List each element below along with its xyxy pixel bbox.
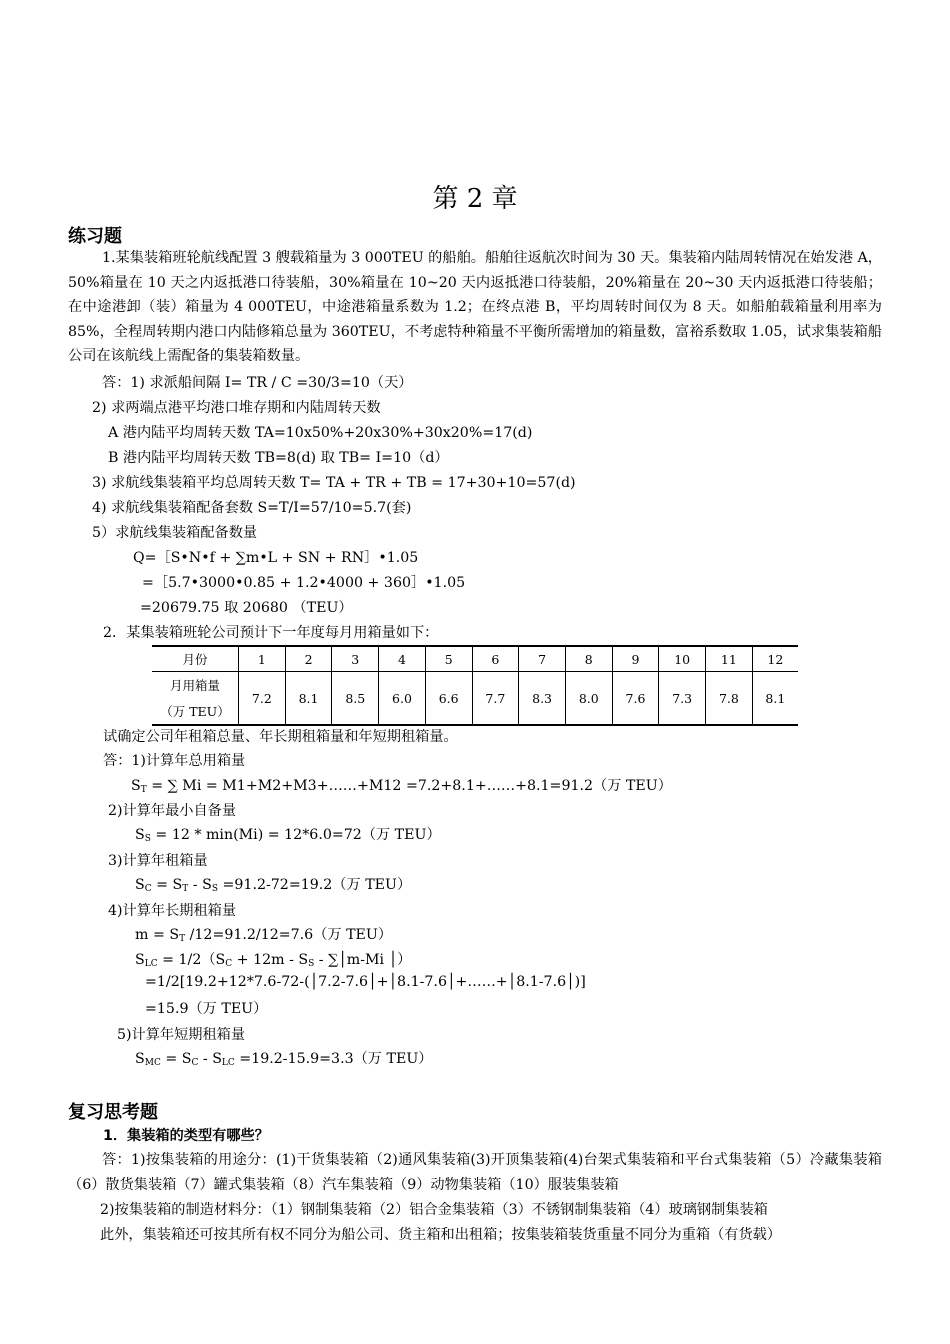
review-answer-1-line-3: 此外，集装箱还可按其所有权不同分为船公司、货主箱和出租箱；按集装箱装货重量不同分为重箱（有货载） bbox=[100, 1227, 782, 1243]
row-label-unit: （万 TEU） bbox=[160, 704, 230, 719]
table-header-cell: 6 bbox=[472, 646, 519, 672]
q2-step-2: 2)计算年最小自备量 bbox=[108, 803, 237, 819]
formula-subscript: T bbox=[179, 934, 186, 944]
formula-text: - S bbox=[188, 877, 212, 893]
review-answer-1: 答：1)按集装箱的用途分：(1)干货集装箱（2)通风集装箱(3)开顶集装箱(4)台架式集装箱和平台式集装箱（5）冷藏集装箱（6）散货集装箱（7）罐式集装箱（8）汽车集装箱（9）动物集装箱（10）服装集装箱 bbox=[68, 1152, 882, 1193]
q1-answer-line-2: 2) 求两端点港平均港口堆存期和内陆周转天数 bbox=[92, 400, 381, 416]
q2-formula-total bbox=[131, 775, 672, 795]
table-cell: 7.3 bbox=[659, 672, 706, 726]
table-header-cell: 2 bbox=[285, 646, 332, 672]
q2-formula-mean bbox=[135, 924, 392, 944]
row-label-line: 月用箱量 bbox=[169, 678, 220, 693]
table-header-cell: 1 bbox=[239, 646, 286, 672]
formula-subscript: T bbox=[182, 884, 189, 894]
formula-text: =91.2-72=19.2（万 TEU） bbox=[218, 877, 412, 893]
formula-subscript: S bbox=[308, 959, 315, 969]
q2-formula-long-term-result: =15.9（万 TEU） bbox=[145, 1001, 268, 1017]
chapter-title: 第 2 章 bbox=[432, 184, 518, 214]
formula-subscript: MC bbox=[144, 1058, 161, 1068]
q1-formula-line-2: =［5.7•3000•0.85 + 1.2•4000 + 360］•1.05 bbox=[142, 575, 466, 591]
q1-answer-line-5: 3) 求航线集装箱平均总周转天数 T= TA + TR + TB = 17+30+10=57(d) bbox=[92, 475, 576, 491]
table-cell: 6.0 bbox=[379, 672, 426, 726]
table-header-row bbox=[152, 646, 798, 672]
table-header-cell: 3 bbox=[332, 646, 379, 672]
q2-formula-rental bbox=[135, 874, 411, 894]
formula-subscript: C bbox=[225, 959, 233, 969]
table-header-cell: 8 bbox=[565, 646, 612, 672]
formula-text: /12=91.2/12=7.6（万 TEU） bbox=[185, 927, 393, 943]
q1-formula-line-3: =20679.75 取 20680 （TEU） bbox=[140, 600, 353, 616]
formula-text: =19.2-15.9=3.3（万 TEU） bbox=[234, 1051, 433, 1067]
q1-answer-line-6: 4) 求航线集装箱配备套数 S=T/I=57/10=5.7(套) bbox=[92, 500, 412, 516]
table-header-cell: 4 bbox=[379, 646, 426, 672]
q1-formula-line-1: Q=［S•N•f + ∑m•L + SN + RN］•1.05 bbox=[133, 550, 419, 566]
question-1-text: 1.某集装箱班轮航线配置 3 艘载箱量为 3 000TEU 的船舶。船舶往返航次时间为 30 天。集装箱内陆周转情况在始发港 A，50%箱量在 10 天之内返抵港口待装船，30%箱量在 10~20 天内返抵港口待装船，20%箱量在 20~30 天内返抵港口待装船；在中途港卸（装）箱量为 4 000TEU，中途港箱量系数为 1.2；在终点港 B，平均周转时间仅为 8 天。如船舶载箱量利用率为 85%，全程周转期内港口内陆修箱总量为 360TEU，不考虑特种箱量不平衡所需增加的箱量数，富裕系数取 1.05，试求集装箱船公司在该航线上需配备的集装箱数量。 bbox=[68, 250, 882, 365]
formula-symbol: S bbox=[135, 952, 145, 968]
question-2-prompt: 试确定公司年租箱总量、年长期租箱量和年短期租箱量。 bbox=[103, 729, 458, 745]
q2-step-5: 5)计算年短期租箱量 bbox=[117, 1027, 246, 1043]
q2-formula-self-owned bbox=[135, 824, 441, 844]
formula-subscript: LC bbox=[221, 1058, 235, 1068]
formula-subscript: C bbox=[144, 884, 152, 894]
q2-formula-long-term bbox=[135, 949, 411, 969]
table-cell: 8.1 bbox=[752, 672, 798, 726]
table-header-cell: 5 bbox=[425, 646, 472, 672]
table-row bbox=[152, 672, 798, 726]
review-heading: 复习思考题 bbox=[68, 1102, 158, 1123]
table-cell: 8.3 bbox=[519, 672, 566, 726]
table-header-cell: 10 bbox=[659, 646, 706, 672]
table-cell: 6.6 bbox=[425, 672, 472, 726]
formula-text: = S bbox=[151, 877, 183, 893]
question-2-text: 2．某集装箱班轮公司预计下一年度每月用箱量如下： bbox=[103, 625, 439, 641]
formula-subscript: LC bbox=[144, 959, 158, 969]
table-header-cell: 9 bbox=[612, 646, 659, 672]
table-header-cell: 12 bbox=[752, 646, 798, 672]
table-cell: 7.6 bbox=[612, 672, 659, 726]
formula-subscript: T bbox=[140, 785, 147, 795]
table-cell: 8.0 bbox=[565, 672, 612, 726]
table-cell: 7.7 bbox=[472, 672, 519, 726]
formula-subscript: S bbox=[144, 834, 151, 844]
q1-answer-line-1: 答：1) 求派船间隔 I= TR / C =30/3=10（天） bbox=[102, 375, 413, 391]
formula-subscript: C bbox=[191, 1058, 199, 1068]
q1-answer-line-4: B 港内陆平均周转天数 TB=8(d) 取 TB= I=10（d） bbox=[108, 450, 449, 466]
q2-step-1: 答：1)计算年总用箱量 bbox=[103, 753, 246, 769]
table-cell: 7.2 bbox=[239, 672, 286, 726]
q2-formula-short-term bbox=[135, 1048, 432, 1068]
exercises-heading: 练习题 bbox=[68, 226, 122, 247]
review-answer-1-line-2: 2)按集装箱的制造材料分：（1）钢制集装箱（2）铝合金集装箱（3）不锈钢制集装箱（4）玻璃钢制集装箱 bbox=[100, 1202, 768, 1218]
formula-text: = 1/2（S bbox=[157, 952, 226, 968]
table-cell: 7.8 bbox=[706, 672, 753, 726]
table-cell: 8.1 bbox=[285, 672, 332, 726]
review-question-1: 1．集装箱的类型有哪些？ bbox=[103, 1128, 269, 1144]
table-header-cell: 7 bbox=[519, 646, 566, 672]
table-header-cell: 月份 bbox=[152, 646, 239, 672]
monthly-usage-table bbox=[152, 645, 798, 726]
formula-text: - S bbox=[198, 1051, 222, 1067]
q2-formula-long-term-expanded: =1/2[19.2+12*7.6-72-(│7.2-7.6│+│8.1-7.6│+……+│8.1-7.6│)] bbox=[145, 974, 586, 990]
formula-subscript: S bbox=[211, 884, 218, 894]
table-cell: 8.5 bbox=[332, 672, 379, 726]
formula-symbol: S bbox=[135, 1051, 145, 1067]
q2-step-3: 3)计算年租箱量 bbox=[108, 853, 208, 869]
formula-text: = S bbox=[160, 1051, 192, 1067]
table-row-label bbox=[152, 672, 239, 726]
table-header-cell: 11 bbox=[706, 646, 753, 672]
formula-text: m = S bbox=[135, 927, 180, 943]
formula-symbol: S bbox=[135, 827, 145, 843]
formula-text: + 12m - S bbox=[232, 952, 309, 968]
formula-text: = 12 * min(Mi) = 12*6.0=72（万 TEU） bbox=[150, 827, 441, 843]
formula-text: = ∑ Mi = M1+M2+M3+……+M12 =7.2+8.1+……+8.1=91.2（万 TEU） bbox=[146, 778, 672, 794]
q1-answer-line-7: 5）求航线集装箱配备数量 bbox=[92, 525, 258, 541]
formula-symbol: S bbox=[135, 877, 145, 893]
formula-symbol: S bbox=[131, 778, 141, 794]
formula-text: - ∑│m-Mi │） bbox=[314, 952, 412, 968]
q1-answer-line-3: A 港内陆平均周转天数 TA=10x50%+20x30%+30x20%=17(d) bbox=[108, 425, 533, 441]
q2-step-4: 4)计算年长期租箱量 bbox=[108, 903, 237, 919]
